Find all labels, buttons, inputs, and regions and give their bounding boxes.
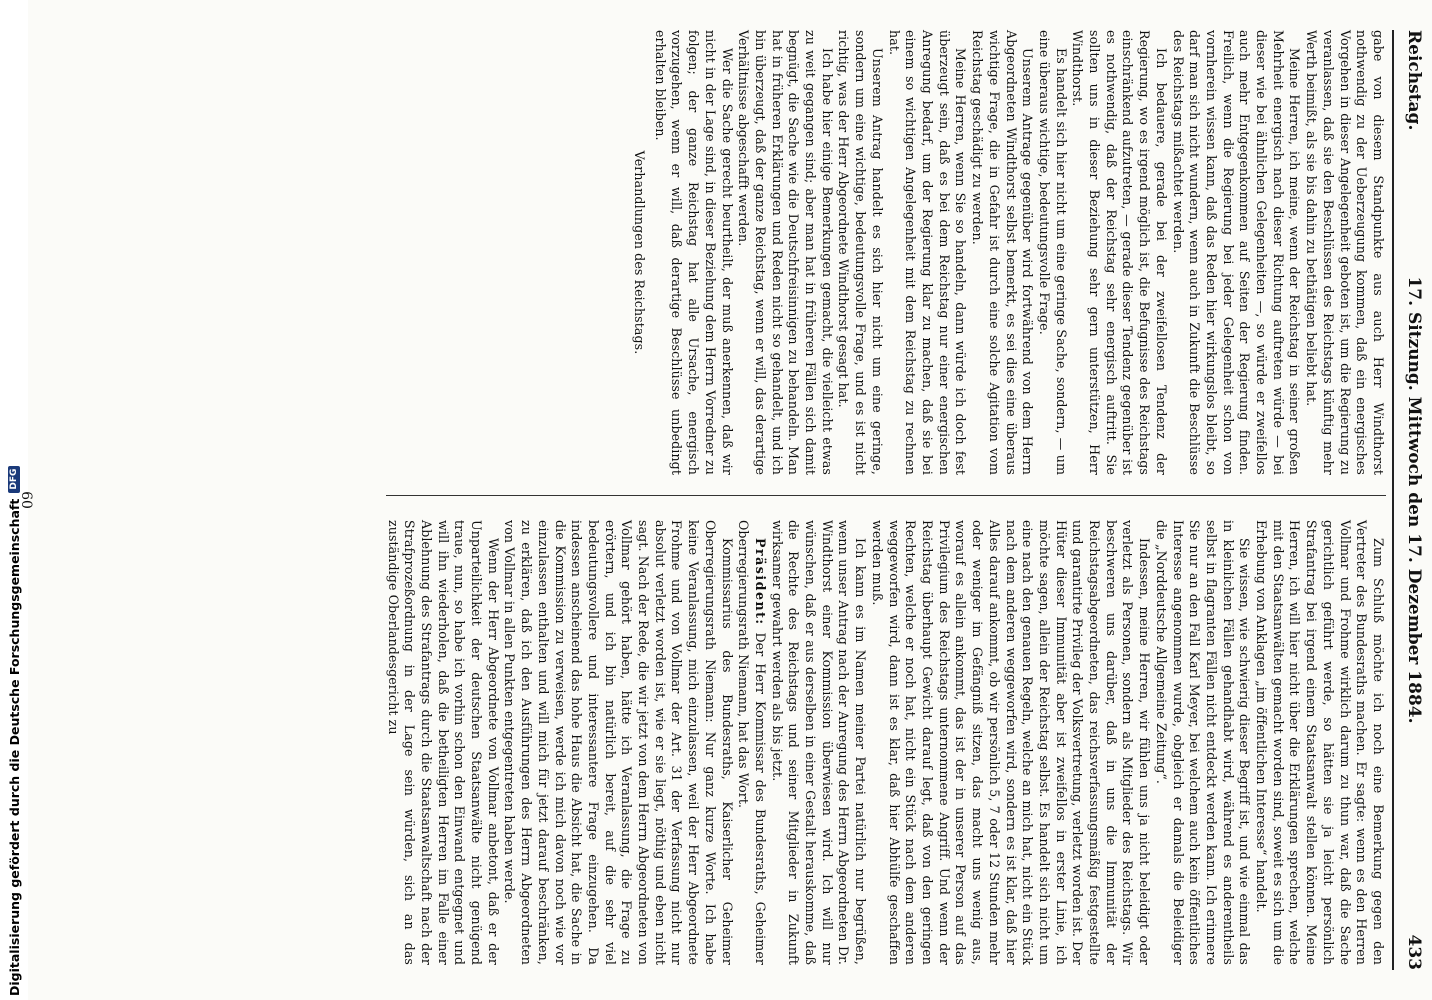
- paragraph: Es handelt sich hier nicht um eine geringe Sache, sondern, — um eine überaus wichtige, bedeutungsvolle Frage.: [1036, 30, 1069, 475]
- paragraph: Zum Schluß möchte ich noch eine Bemerkung gegen den Vertreter des Bundesraths machen. Er sagte: wenn es den Herren Vollmar und Frohme wirklich darum zu thun war, daß die Sache gerichtlich geführt werde, so hätten sie ja leicht persönlich Strafantrag bei irgend einem Staatsanwalt stellen können. Meine Herren, ich will hier nicht über die Erklärungen sprechen, welche mit den Staatsanwälten gemacht worden sind, soweit es sich um die Erhebung von Anklagen „im öffentlichen Interesse“ handelt.: [1254, 520, 1386, 965]
- speaker-name: Präsident:: [752, 538, 768, 626]
- paragraph: Unserem Antrag handelt es sich hier nicht um eine geringe, sondern um eine wichtige, bedeutungsvolle Frage, und es ist nicht richtig, was der Herr Abgeordnete Windthorst gesagt hat.: [836, 30, 885, 475]
- header-page-number: 433: [1404, 934, 1424, 970]
- header-section: Reichstag.: [1404, 30, 1424, 131]
- paragraph: Unserem Antrage gegenüber wird fortwährend von dem Herrn Abgeordneten Windthorst selbst bemerkt, es sei dies eine überaus wichtige Frage, die in Gefahr ist durch eine solche Agitation vom Reichstag geschädigt zu werden.: [970, 30, 1036, 475]
- footer-line: Verhandlungen des Reichstags.: [632, 150, 648, 355]
- header-rule: [1392, 30, 1394, 970]
- paragraph: gabe von diesem Standpunkte aus auch Herr Windthorst nothwendig zu der Ueberzeugung kommen, daß ein energisches Vorgehen in dieser Angelegenheit geboten ist, um die Regierung zu veranlassen, daß sie den Beschlüssen des Reichstags künftig mehr Werth beimißt, als sie bis dahin zu bethätigen beliebt hat.: [1304, 30, 1386, 475]
- left-column: [630, 30, 1386, 475]
- paragraph: Ich kann es im Namen meiner Partei natürlich nur begrüßen, wenn unser Antrag nach der Anregung des Herrn Abgeordneten Dr. Windthorst einer Kommission überwiesen wird. Ich will nur wünschen, daß er aus derselben in einer Gestalt herauskomme, daß die Rechte des Reichstags und seiner Mitglieder in Zukunft wirksamer gewahrt werden als bis jetzt.: [769, 520, 869, 965]
- paragraph: Sie wissen, wie schwierig dieser Begriff ist, und wie einmal das in kleinlichen Fällen gehandhabt wird, während es anderentheils selbst in flagranten Fällen nicht entdeckt werden kann. Ich erinnere Sie nur an den Fall Karl Meyer, bei welchem auch kein öffentliches Interesse angenommen wurde, obgleich er damals die Beleidiger die „Norddeutsche Allgemeine Zeitung“.: [1153, 520, 1253, 965]
- paragraph: Wer die Sache gerecht beurtheilt, der muß anerkennen, daß wir nicht in der Lage sind, in dieser Beziehung dem Herrn Vorredner zu folgen; der ganze Reichstag hat alle Ursache, energisch vorzugehen, wenn er will, daß derartige Beschlüsse unbedingt erhalten bleiben.: [652, 30, 735, 475]
- paragraph: Meine Herren, ich meine, wenn der Reichstag in seiner großen Mehrheit energisch nach dieser Richtung auftreten würde — bei dieser wie bei ähnlichen Gelegenheiten —, so würde er zweifellos auch mehr Entgegenkommen auf Seiten der Regierung finden. Freilich, wenn die Regierung bei jeder Gelegenheit schon von vornherein wissen kann, daß das Reden hier wirkungslos bleibt, so darf man sich nicht wundern, wenn auch in Zukunft die Beschlüsse des Reichstags mißachtet werden.: [1170, 30, 1303, 475]
- paragraph: Meine Herren, wenn Sie so handeln, dann würde ich doch fest überzeugt sein, daß es bei dem Reichstag nur einer energischen Anregung bedarf, um der Regierung klar zu machen, daß sie bei einem so wichtigen Angelegenheit mit dem Reichstag zu rechnen hat.: [886, 30, 969, 475]
- paragraph: Ich habe hier einige Bemerkungen gemacht, die vielleicht etwas zu weit gegangen sind; aber man hat in früheren Fällen sich damit begnügt, die Sache wie die Deutschfreisinnigen zu behandeln. Man hat in früheren Erklärungen und Reden nicht so gehandelt, und ich bin überzeugt, daß der ganze Reichstag, wenn er will, das derartige Verhältnisse abgeschafft werden.: [736, 30, 835, 475]
- paragraph: Wenn der Herr Abgeordnete von Vollmar anbetont, daß er der Unparteilichkeit der deutschen Staatsanwälte nicht genügend traue, nun, so habe ich vorhin schon den Einwand entgegnet und will ihn wiederholen, daß die betheiligten Herren im Falle einer Ablehnung des Strafantrags durch die Staatsanwaltschaft nach der Strafprozeßordnung in der Lage sein würden, sich an das zuständige Oberlandesgericht zu: [385, 520, 501, 965]
- credit-text: Digitalisierung gefördert durch die Deutsche Forschungsgemeinschaft: [6, 498, 22, 996]
- dfg-logo-icon: DFG: [8, 466, 20, 493]
- paragraph: Kommissarius des Bundesraths, Kaiserlicher Geheimer Oberregierungsrath Niemann: Nur ganz kurze Worte. Ich habe keine Veranlassung, mich einzulassen, weil der Herr Abgeordnete Frohme und von Vollmar der Art. 31 der Verfassung nicht nur absolut verletzt worden ist, wie er sie liegt, nöthig und eben nicht sagt. Nach der Rede, die wir jetzt von dem Herrn Abgeordneten von Vollmar gehört haben, hätte ich Veranlassung, die Frage zu erörtern, und ich bin natürlich bereit, auf die sehr viel bedeutungsvollere und interessantere Frage einzugehen. Da indessen anscheinend das hohe Haus die Absicht hat, die Sache in die Kommission zu verweisen, werde ich mich davon noch wie vor einzulassen enthalten und will mich für jetzt darauf beschränken, zu erklären, daß ich den Ausführungen des Herrn Abgeordneten von Vollmar in allen Punkten entgegentreten haben werde.: [502, 520, 735, 965]
- right-column: [384, 520, 1386, 965]
- president-paragraph: [735, 520, 768, 965]
- header-session-date: 17. Sitzung. Mittwoch den 17. Dezember 1884.: [1404, 276, 1424, 724]
- paragraph: Indessen, meine Herren, wir fühlen uns ja nicht beleidigt oder verletzt als Personen, sondern als Mitglieder des Reichstags. Wir beschweren uns darüber, daß in uns die Immunität der Reichstagsabgeordneten, das reichsverfassungsmäßig festgestellte und garantirte Privileg der Volksvertretung, verletzt worden ist. Der Hüter dieser Immunität aber ist zweifellos in erster Linie, ich möchte sagen, allein der Reichstag selbst. Es handelt sich nicht um eine nach den genauen Regeln, welche an mich hat, nicht ein Stück nach dem anderen weggeworfen wird, sondern es ist klar, daß hier Alles darauf ankommt, ob wir persönlich 5, 7 oder 12 Stunden mehr oder weniger im Gefängniß sitzen, das macht uns wenig aus, worauf es allein ankommt, das ist der in unserer Person auf das Privilegium des Reichstags unternommene Angriff. Und wenn der Reichstag überhaupt Gewicht darauf legt, daß von den geringen Rechten, welche er noch hat, nicht ein Stück nach dem anderen weggeworfen wird, dann ist es klar, daß hier Abhülfe geschaffen werden muß.: [869, 520, 1153, 965]
- page-header: [1396, 30, 1432, 970]
- bottom-page-number: 60: [18, 491, 34, 509]
- speaker-text: Der Herr Kommissar des Bundesraths, Geheimer Oberregierungsrath Niemann, hat das Wort.: [736, 520, 768, 965]
- column-divider: [386, 495, 1386, 496]
- paragraph: Ich bedauere, gerade bei der zweifellosen Tendenz der Regierung, wo es irgend möglich ist, die Befugnisse des Reichstags einschränkend aufzutreten, — gerade dieser Tendenz gegenüber ist es nothwendig, daß der Reichstag sehr energisch auftritt. Sie sollten uns in dieser Beziehung sehr gern unterstützen, Herr Windthorst.: [1070, 30, 1169, 475]
